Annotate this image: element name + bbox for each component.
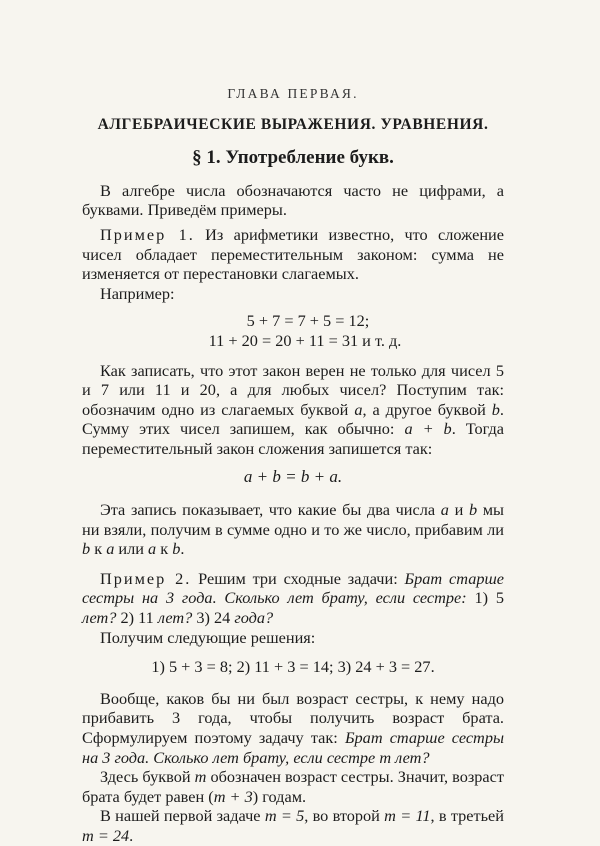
- paragraph-m-values: [82, 806, 504, 845]
- text-span: .: [129, 826, 134, 845]
- formula-line-2: 11 + 20 = 20 + 11 = 31 и т. д.: [208, 330, 402, 350]
- text-span: . Тогда переместительный закон сложения запишется так:: [82, 419, 504, 458]
- chapter-title: АЛГЕБРАИЧЕСКИЕ ВЫРАЖЕНИЯ. УРАВНЕНИЯ.: [97, 115, 489, 133]
- text-span: или: [114, 539, 149, 559]
- text-span: к: [90, 539, 107, 559]
- text-span: , в третьей: [430, 806, 504, 826]
- paragraph-example-1: [82, 225, 504, 284]
- expression-m-plus-3: m + 3: [213, 786, 253, 806]
- text-span: , во второй: [304, 806, 385, 826]
- text-span: обозначен возраст сестры. Значит, возраст брата будет равен (: [82, 767, 505, 806]
- sum-expression: a + b: [404, 419, 452, 439]
- formula-solutions: 1) 5 + 3 = 8; 2) 11 + 3 = 14; 3) 24 + 3 = 27.: [151, 657, 435, 677]
- text-span: Как записать, что этот закон верен не только для чисел 5 и 7 или 11 и 20, а для любых чисел? Поступим так: обозначим одно из слагаемых буквой: [82, 360, 504, 419]
- variable-b: b: [82, 539, 91, 559]
- variable-a: a: [440, 500, 449, 520]
- m-value-2: m = 11: [384, 806, 431, 826]
- text-span: Решим три сходные задачи:: [191, 568, 405, 588]
- variable-b: b: [468, 500, 478, 520]
- formula-commutative-numbers: [82, 311, 504, 350]
- paragraph-general: [82, 689, 504, 767]
- text-span: к: [156, 539, 173, 559]
- general-problem: Брат старше сестры на 3 года. Сколько лет брату, если сестре m лет?: [82, 728, 504, 767]
- example-2-label: Пример 2.: [100, 568, 192, 588]
- m-value-1: m = 5: [264, 806, 305, 826]
- formula-line-1: 5 + 7 = 7 + 5 = 12;: [246, 311, 370, 331]
- variable-b: b: [491, 399, 500, 419]
- text-span: года?: [234, 608, 274, 628]
- paragraph-explanation: [82, 500, 504, 559]
- text-span: и: [448, 500, 469, 520]
- text-span: . Сумму этих чисел запишем, как обычно:: [82, 399, 504, 439]
- text-span: .: [180, 539, 185, 559]
- paragraph-letters: [82, 361, 504, 459]
- for-example-label: Например:: [100, 283, 175, 303]
- formula-law: a + b = b + a.: [243, 466, 343, 486]
- example-1-label: Пример 1.: [100, 224, 195, 244]
- text-span: 1) 5: [466, 588, 504, 608]
- text-span: , а другое буквой: [362, 399, 492, 419]
- m-value-3: m = 24: [82, 826, 130, 845]
- variable-b: b: [172, 539, 181, 559]
- text-span: 2) 11: [116, 608, 158, 628]
- text-span: Эта запись показывает, что какие бы два числа: [100, 500, 441, 520]
- paragraph-intro: В алгебре числа обозначаются часто не цифрами, а буквами. Приведём примеры.: [82, 180, 504, 220]
- problem-statement: Брат старше сестры на 3 года. Сколько лет брату, если сестре:: [82, 568, 504, 608]
- text-span: 3) 24: [192, 608, 235, 628]
- formula-commutative-law: [82, 467, 504, 487]
- variable-a: a: [354, 399, 363, 419]
- variable-a: a: [106, 539, 115, 559]
- variable-a: a: [148, 539, 157, 559]
- text-span: лет?: [157, 608, 193, 628]
- text-span: мы ни взяли, получим в сумме одно и то же число, прибавим ли: [82, 500, 504, 539]
- paragraph-example-2: [82, 569, 504, 628]
- variable-m: m: [194, 767, 207, 787]
- text-span: Здесь буквой: [100, 767, 195, 787]
- text-span: ) годам.: [252, 786, 307, 806]
- text-span: В нашей первой задаче: [100, 806, 265, 826]
- text-span: Вообще, каков бы ни был возраст сестры, к нему надо прибавить 3 года, чтобы получить возраст брата. Сформулируем поэтому задачу так:: [82, 688, 504, 748]
- chapter-label: ГЛАВА ПЕРВАЯ.: [227, 86, 359, 101]
- paragraph-letter-m: [82, 767, 504, 806]
- paragraph-solutions-intro: Получим следующие решения:: [100, 627, 316, 647]
- section-title: § 1. Употребление букв.: [192, 147, 394, 169]
- example-1-text: Из арифметики известно, что сложение чисел обладает переместительным законом: сумма не изменяется от перестановки слагаемых.: [82, 224, 504, 284]
- text-span: лет?: [82, 608, 117, 628]
